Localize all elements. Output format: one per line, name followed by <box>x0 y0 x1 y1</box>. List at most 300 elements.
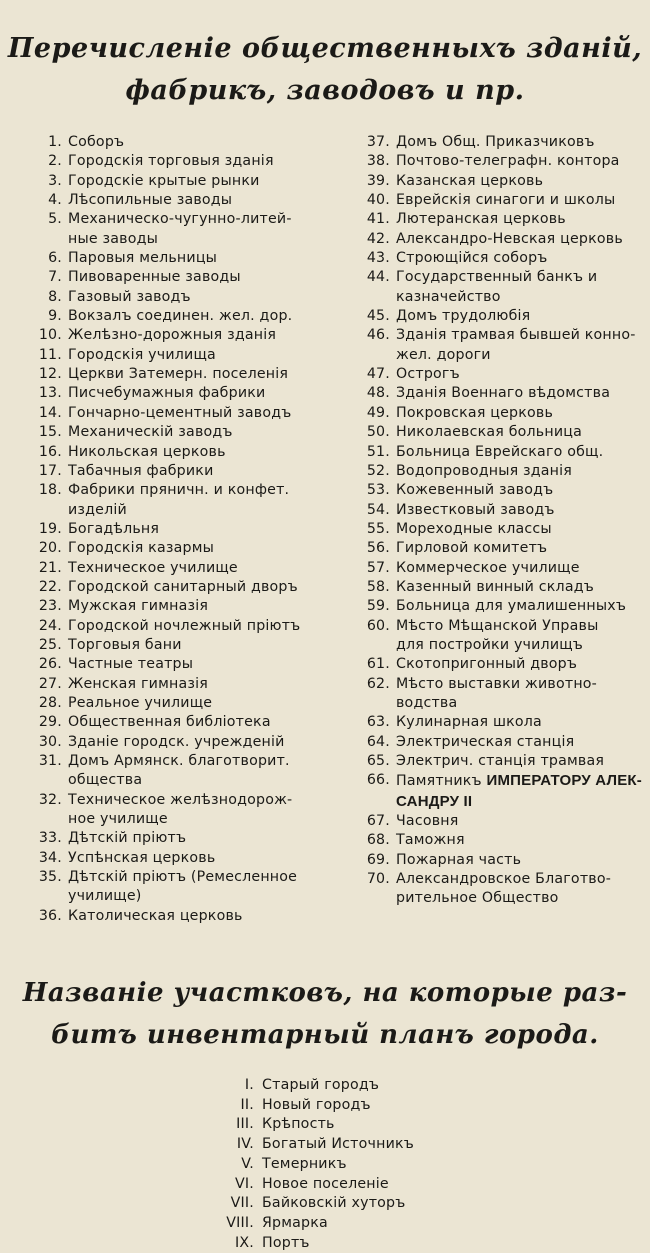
item-number: IX. <box>234 1234 254 1251</box>
item-text <box>68 268 344 287</box>
item-number: 6. <box>48 250 62 267</box>
item-text-main: Механическо-чугунно-литей- ные заводы <box>68 211 292 247</box>
item-text <box>396 152 646 171</box>
building-list-item <box>356 617 646 656</box>
item-text <box>262 1076 500 1096</box>
item-text <box>396 423 646 442</box>
item-text-main: Городскія училища <box>68 346 216 363</box>
item-text-main: Пивоваренные заводы <box>68 269 241 286</box>
item-number: II. <box>240 1096 254 1113</box>
district-list-item <box>200 1234 500 1253</box>
item-text <box>68 578 344 597</box>
building-list-item <box>356 559 646 578</box>
item-number: 24. <box>38 617 62 634</box>
item-number: 18. <box>38 482 62 499</box>
item-text-main: Электрическая станція <box>396 733 575 750</box>
item-number: 28. <box>38 694 62 711</box>
building-list-item <box>356 249 646 268</box>
item-text-main: Торговыя бани <box>68 636 182 653</box>
item-text <box>68 791 344 830</box>
item-text-main: Новое поселеніе <box>262 1175 389 1192</box>
item-text-main: Частные театры <box>68 656 194 673</box>
item-number: 55. <box>366 520 390 537</box>
item-text-main: Мужская гимназія <box>68 598 209 615</box>
item-number: 51. <box>366 443 390 460</box>
item-text <box>68 597 344 616</box>
item-number: 44. <box>366 269 390 286</box>
item-number: 25. <box>38 636 62 653</box>
building-list-item <box>356 152 646 171</box>
item-text-main: Государственный банкъ и казначейство <box>396 269 598 305</box>
item-text-main: Никольская церковь <box>68 443 226 460</box>
item-number: 34. <box>38 849 62 866</box>
item-number: 31. <box>38 753 62 769</box>
building-list-item <box>356 268 646 307</box>
item-number: 56. <box>366 540 390 557</box>
item-text <box>396 443 646 462</box>
item-number: 45. <box>366 308 390 325</box>
building-list-item <box>24 462 344 481</box>
building-list-item <box>24 191 344 210</box>
item-number: 59. <box>366 598 390 615</box>
item-number: 1. <box>48 134 62 150</box>
building-list-item <box>356 210 646 229</box>
item-text-main: Табачныя фабрики <box>68 462 214 479</box>
item-text-main: Казенный винный складъ <box>396 578 594 595</box>
item-text <box>68 559 344 578</box>
item-text <box>68 210 344 249</box>
item-text-main: Зданія трамвая бывшей конно- жел. дороги <box>396 327 636 363</box>
building-list-item <box>24 365 344 384</box>
district-list-item <box>200 1135 500 1155</box>
building-list-item <box>24 636 344 655</box>
building-list-item <box>24 268 344 287</box>
item-number: 53. <box>366 482 390 499</box>
item-text <box>68 675 344 694</box>
item-number: 41. <box>366 211 390 228</box>
item-text-main: Известковый заводъ <box>396 501 555 518</box>
item-text-main: Городской санитарный дворъ <box>68 578 298 595</box>
building-list-item <box>356 520 646 539</box>
item-text-main: Покровская церковь <box>396 404 554 421</box>
item-number: I. <box>244 1077 254 1093</box>
item-text <box>68 617 344 636</box>
building-list-item <box>356 870 646 909</box>
building-list-item <box>24 520 344 539</box>
item-text-main: Крѣпость <box>262 1116 335 1133</box>
item-text-main: Паровыя мельницы <box>68 250 218 267</box>
item-number: 16. <box>38 443 62 460</box>
item-number: 70. <box>366 871 390 888</box>
item-number: 46. <box>366 327 390 344</box>
building-list-item <box>356 812 646 831</box>
building-list-item <box>24 133 344 152</box>
item-text-main: Домъ Армянск. благотворит. общества <box>68 753 290 789</box>
building-list-item <box>356 384 646 403</box>
item-number: 42. <box>366 230 390 247</box>
item-text <box>396 851 646 870</box>
district-list-item <box>200 1194 500 1214</box>
building-list-item <box>356 597 646 616</box>
item-text <box>396 771 646 812</box>
item-text-main: Еврейскія синагоги и школы <box>396 192 616 209</box>
item-text <box>262 1115 500 1135</box>
item-text-main: Дѣтскій пріютъ <box>68 830 187 847</box>
item-number: 20. <box>38 540 62 557</box>
item-text-main: Механическій заводъ <box>68 424 233 441</box>
item-number: 50. <box>366 424 390 441</box>
building-list-item <box>24 346 344 365</box>
building-list-item <box>356 462 646 481</box>
item-number: 66. <box>366 772 390 789</box>
item-number: 49. <box>366 404 390 421</box>
item-text-main: Водопроводныя зданія <box>396 462 573 479</box>
item-text <box>396 462 646 481</box>
building-list-item <box>24 791 344 830</box>
item-text <box>68 733 344 752</box>
item-number: 10. <box>38 327 62 344</box>
item-text-main: Техническое желѣзнодорож- ное училище <box>68 791 293 828</box>
item-text-main: Общественная библіотека <box>68 714 271 731</box>
item-text <box>396 733 646 752</box>
item-number: 17. <box>38 462 62 479</box>
district-list-item <box>200 1076 500 1096</box>
building-list-item <box>356 443 646 462</box>
item-text <box>68 849 344 868</box>
item-text <box>68 423 344 442</box>
item-number: 64. <box>366 733 390 750</box>
item-text <box>68 655 344 674</box>
item-text <box>68 868 344 907</box>
building-list-item <box>24 210 344 249</box>
item-text-main: Писчебумажныя фабрики <box>68 385 266 402</box>
item-number: 27. <box>38 675 62 692</box>
item-text <box>262 1175 500 1195</box>
item-text <box>396 559 646 578</box>
item-number: 23. <box>38 598 62 615</box>
item-text <box>396 384 646 403</box>
item-text <box>68 326 344 345</box>
building-list-item <box>356 578 646 597</box>
building-list-item <box>24 481 344 520</box>
item-number: VII. <box>230 1195 254 1212</box>
district-list-item <box>200 1155 500 1175</box>
item-number: 39. <box>366 172 390 189</box>
item-text-main: Байковскій хуторъ <box>262 1195 406 1212</box>
item-number: 21. <box>38 559 62 576</box>
item-text <box>68 636 344 655</box>
item-number: 61. <box>366 656 390 673</box>
item-text-main: Католическая церковь <box>68 907 243 924</box>
item-number: 54. <box>366 501 390 518</box>
item-text-main: Ярмарка <box>262 1214 328 1231</box>
item-text <box>396 230 646 249</box>
item-number: 14. <box>38 404 62 421</box>
item-number: 37. <box>366 134 390 150</box>
item-text-main: Лѣсопильные заводы <box>68 192 233 209</box>
item-text-main: Темерникъ <box>262 1155 347 1172</box>
item-number: 8. <box>48 288 62 305</box>
item-number: 58. <box>366 578 390 595</box>
buildings-list-right <box>356 133 646 909</box>
item-text-main: Домъ трудолюбія <box>396 308 531 325</box>
item-number: 13. <box>38 385 62 402</box>
item-text-main: Домъ Общ. Приказчиковъ <box>396 134 595 150</box>
building-list-item <box>356 655 646 674</box>
item-text <box>68 539 344 558</box>
building-list-item <box>24 172 344 191</box>
item-text <box>396 752 646 771</box>
building-list-item <box>24 694 344 713</box>
item-text <box>396 172 646 191</box>
building-list-item <box>24 423 344 442</box>
building-list-item <box>356 365 646 384</box>
item-text-emphasis: ИМПЕРАТОРУ АЛЕК- САНДРУ II <box>396 772 642 810</box>
item-text <box>68 752 344 791</box>
item-text-main: Часовня <box>396 813 459 830</box>
item-text-main: Кожевенный заводъ <box>396 482 554 499</box>
item-text-main: Николаевская больница <box>396 424 583 441</box>
building-list-item <box>24 868 344 907</box>
item-text-main: Пожарная часть <box>396 851 522 868</box>
item-text-main: Церкви Затемерн. поселенія <box>68 366 289 383</box>
item-number: 43. <box>366 250 390 267</box>
item-number: 38. <box>366 153 390 170</box>
building-list-item <box>24 849 344 868</box>
item-text-main: Городскія казармы <box>68 540 214 557</box>
item-text-main: Фабрики пряничн. и конфет. изделій <box>68 482 290 518</box>
item-text-main: Кулинарная школа <box>396 714 542 731</box>
building-list-item <box>24 907 344 926</box>
item-number: V. <box>241 1155 254 1172</box>
buildings-list-left <box>24 133 344 926</box>
item-text <box>262 1234 500 1253</box>
item-text-main: Газовый заводъ <box>68 288 191 305</box>
districts-heading <box>0 972 650 1056</box>
item-number: 9. <box>48 308 62 325</box>
item-number: 30. <box>38 733 62 750</box>
item-number: 7. <box>48 269 62 286</box>
item-text-main: Городской ночлежный пріютъ <box>68 617 301 634</box>
district-list-item <box>200 1115 500 1135</box>
item-text <box>396 713 646 732</box>
item-text <box>396 326 646 365</box>
building-list-item <box>356 539 646 558</box>
item-text <box>396 539 646 558</box>
item-text-main: Скотопригонный дворъ <box>396 656 578 673</box>
item-number: 47. <box>366 366 390 383</box>
item-text <box>396 831 646 850</box>
item-text-main: Почтово-телеграфн. контора <box>396 153 620 170</box>
item-number: 52. <box>366 462 390 479</box>
item-text <box>262 1194 500 1214</box>
item-text-main: Гончарно-цементный заводъ <box>68 404 292 421</box>
item-text <box>262 1214 500 1234</box>
building-list-item <box>24 384 344 403</box>
building-list-item <box>356 831 646 850</box>
item-text-main: Городскія торговыя зданія <box>68 153 274 170</box>
main-heading-line2: фабрикъ, заводовъ и пр. <box>125 75 525 106</box>
item-text-main: Электрич. станція трамвая <box>396 753 605 769</box>
item-number: 12. <box>38 366 62 383</box>
item-number: 2. <box>48 153 62 170</box>
building-list-item <box>356 851 646 870</box>
item-number: 15. <box>38 424 62 441</box>
building-list-item <box>356 501 646 520</box>
item-number: 68. <box>366 832 390 849</box>
item-number: 35. <box>38 869 62 886</box>
building-list-item <box>356 675 646 714</box>
building-list-item <box>24 326 344 345</box>
item-number: 19. <box>38 520 62 537</box>
item-text-main: Зданіе городск. учрежденій <box>68 733 285 750</box>
item-text <box>396 307 646 326</box>
item-text <box>68 152 344 171</box>
item-number: 26. <box>38 656 62 673</box>
item-text <box>68 443 344 462</box>
item-text-main: Гирловой комитетъ <box>396 540 548 557</box>
building-list-item <box>24 829 344 848</box>
item-text <box>396 249 646 268</box>
building-list-item <box>356 481 646 500</box>
item-text <box>396 578 646 597</box>
building-list-item <box>24 578 344 597</box>
item-text <box>68 172 344 191</box>
main-heading <box>0 28 650 112</box>
item-number: III. <box>236 1116 254 1133</box>
item-text <box>396 133 646 152</box>
item-text-main: Техническое училище <box>68 559 238 576</box>
item-text <box>68 288 344 307</box>
building-list-item <box>24 288 344 307</box>
districts-list <box>200 1076 500 1253</box>
building-list-item <box>356 771 646 812</box>
item-text-main: Вокзалъ соединен. жел. дор. <box>68 308 293 325</box>
item-text-main: Реальное училище <box>68 694 213 711</box>
item-text <box>68 404 344 423</box>
item-text <box>262 1155 500 1175</box>
item-number: 29. <box>38 714 62 731</box>
item-text-main: Старый городъ <box>262 1077 380 1093</box>
district-list-item <box>200 1175 500 1195</box>
item-text <box>68 191 344 210</box>
item-number: 22. <box>38 578 62 595</box>
districts-heading-line2: битъ инвентарный планъ города. <box>51 1020 599 1050</box>
item-text <box>68 133 344 152</box>
building-list-item <box>24 443 344 462</box>
item-text <box>396 481 646 500</box>
item-text-main: Портъ <box>262 1234 310 1251</box>
item-text <box>68 829 344 848</box>
item-text <box>396 501 646 520</box>
building-list-item <box>24 404 344 423</box>
building-list-item <box>356 404 646 423</box>
item-text <box>396 191 646 210</box>
item-number: 4. <box>48 192 62 209</box>
item-text-main: Лютеранская церковь <box>396 211 566 228</box>
building-list-item <box>24 559 344 578</box>
item-text <box>396 812 646 831</box>
item-number: 33. <box>38 830 62 847</box>
districts-heading-line1: Названіе участковъ, на которые раз- <box>22 978 628 1008</box>
item-text-main: Александро-Невская церковь <box>396 230 623 247</box>
item-text-main: Желѣзно-дорожныя зданія <box>68 327 277 344</box>
item-text <box>396 655 646 674</box>
item-text-main: Больница Еврейскаго общ. <box>396 443 604 460</box>
district-list-item <box>200 1096 500 1116</box>
building-list-item <box>24 539 344 558</box>
building-list-item <box>356 172 646 191</box>
item-text <box>68 520 344 539</box>
item-number: 63. <box>366 714 390 731</box>
item-text-main: Зданія Военнаго вѣдомства <box>396 385 611 402</box>
item-number: IV. <box>236 1136 254 1153</box>
item-number: 32. <box>38 791 62 808</box>
building-list-item <box>24 597 344 616</box>
item-text <box>396 520 646 539</box>
building-list-item <box>24 249 344 268</box>
building-list-item <box>24 617 344 636</box>
item-number: 62. <box>366 675 390 692</box>
item-text-main: Больница для умалишенныхъ <box>396 598 627 615</box>
item-text-main: Успѣнская церковь <box>68 849 216 866</box>
item-text-main: Острогъ <box>396 366 460 383</box>
building-list-item <box>356 733 646 752</box>
item-text <box>68 462 344 481</box>
item-text <box>396 268 646 307</box>
building-list-item <box>356 752 646 771</box>
building-list-item <box>24 713 344 732</box>
item-number: 57. <box>366 559 390 576</box>
item-text <box>68 384 344 403</box>
item-number: 69. <box>366 851 390 868</box>
item-text <box>396 404 646 423</box>
building-list-item <box>356 326 646 365</box>
item-text <box>396 365 646 384</box>
district-list-item <box>200 1214 500 1234</box>
item-number: 5. <box>48 211 62 228</box>
item-text <box>396 675 646 714</box>
building-list-item <box>24 307 344 326</box>
item-text <box>396 597 646 616</box>
item-text-main: Городскіе крытые рынки <box>68 172 260 189</box>
building-list-item <box>24 655 344 674</box>
item-text-main: Женская гимназія <box>68 675 208 692</box>
item-text <box>68 249 344 268</box>
building-list-item <box>356 191 646 210</box>
item-text <box>396 870 646 909</box>
item-text-main: Мѣсто выставки животно- водства <box>396 675 597 711</box>
item-text-main: Богадѣльня <box>68 520 160 537</box>
item-number: VI. <box>235 1175 254 1192</box>
item-text <box>68 346 344 365</box>
item-text <box>68 307 344 326</box>
item-text <box>262 1135 500 1155</box>
building-list-item <box>24 752 344 791</box>
item-number: 11. <box>38 346 62 363</box>
building-list-item <box>356 307 646 326</box>
item-number: 3. <box>48 172 62 189</box>
item-text-main: Мореходные классы <box>396 520 552 537</box>
item-text-main: Казанская церковь <box>396 172 544 189</box>
item-text-main: Дѣтскій пріютъ (Ремесленное училище) <box>68 869 298 905</box>
item-text-main: Строющійся соборъ <box>396 250 548 267</box>
item-number: 60. <box>366 617 390 634</box>
item-text-main: Новый городъ <box>262 1096 371 1113</box>
item-text <box>396 617 646 656</box>
item-number: VIII. <box>226 1214 254 1231</box>
building-list-item <box>356 133 646 152</box>
